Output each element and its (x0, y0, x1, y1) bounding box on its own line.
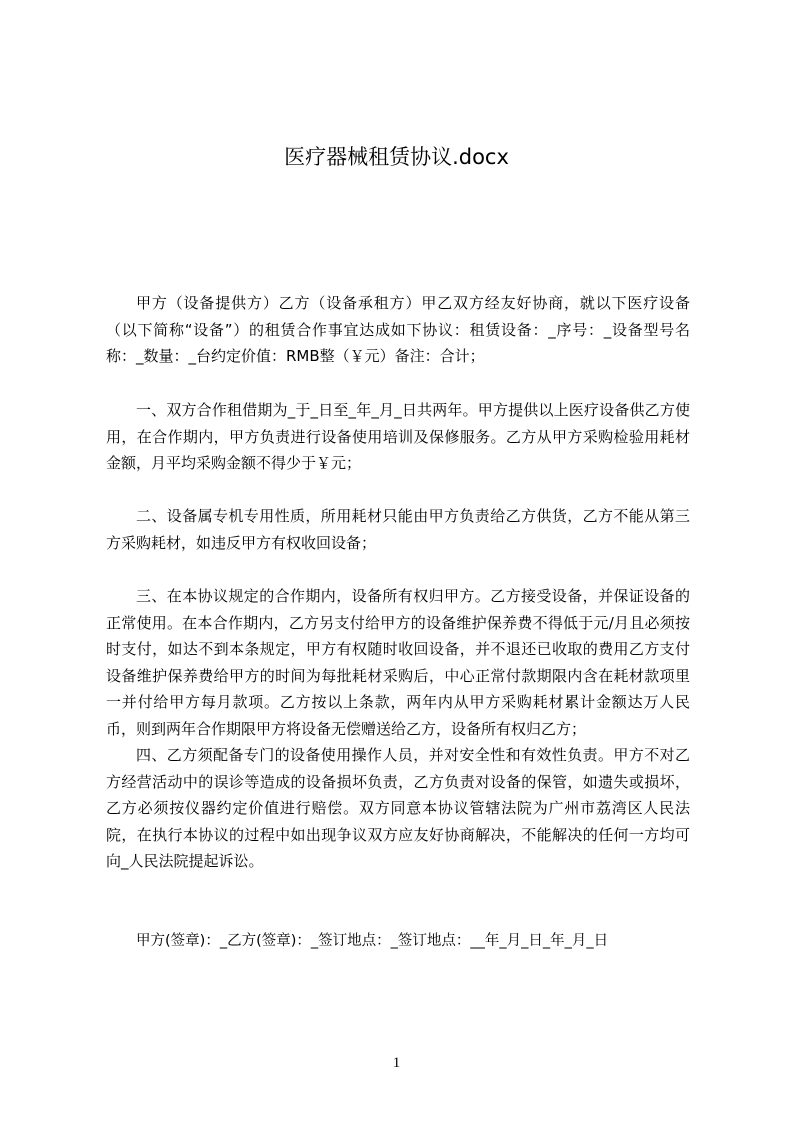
clause-three-paragraph: 三、在本协议规定的合作期内，设备所有权归甲方。乙方接受设备，并保证设备的正常使用。在本合作期内，乙方另支付给甲方的设备维护保养费不得低于元/月且必须按时支付，如达不到本条规定，甲方有权随时收回设备，并不退还已收取的费用乙方支付设备维护保养费给甲方的时间为每批耗材采购后，中心正常付款期限内含在耗材款项里一并付给甲方每月款项。乙方按以上条款，两年内从甲方采购耗材累计金额达万人民币，则到两年合作期限甲方将设备无偿赠送给乙方，设备所有权归乙方； (106, 587, 690, 738)
intro-paragraph: 甲方（设备提供方）乙方（设备承租方）甲乙双方经友好协商，就以下医疗设备（以下简称“设备”）的租赁合作事宜达成如下协议：租赁设备：_序号：_设备型号名称：_数量：_台约定价值：RMB整（￥元）备注：合计； (106, 294, 690, 365)
clause-four-paragraph: 四、乙方须配备专门的设备使用操作人员，并对安全性和有效性负责。甲方不对乙方经营活动中的误诊等造成的设备损坏负责，乙方负责对设备的保管，如遗失或损坏，乙方必须按仪器约定价值进行赔偿。双方同意本协议管辖法院为广州市荔湾区人民法院，在执行本协议的过程中如出现争议双方应友好协商解决，不能解决的任何一方均可向_人民法院提起诉讼。 (106, 746, 690, 870)
page-number: 1 (392, 1055, 401, 1071)
document-title: 医疗器械租赁协议.docx (284, 145, 509, 169)
clause-one-paragraph: 一、双方合作租借期为_于_日至_年_月_日共两年。甲方提供以上医疗设备供乙方使用，在合作期内，甲方负责进行设备使用培训及保修服务。乙方从甲方采购检验用耗材金额，月平均采购金额不得少于￥元； (106, 401, 690, 472)
clause-two-paragraph: 二、设备属专机专用性质，所用耗材只能由甲方负责给乙方供货，乙方不能从第三方采购耗材，如违反甲方有权收回设备； (106, 507, 690, 552)
signature-line: 甲方(签章)：_乙方(签章)：_签订地点：_签订地点：__年_月_日_年_月_日 (136, 933, 609, 949)
